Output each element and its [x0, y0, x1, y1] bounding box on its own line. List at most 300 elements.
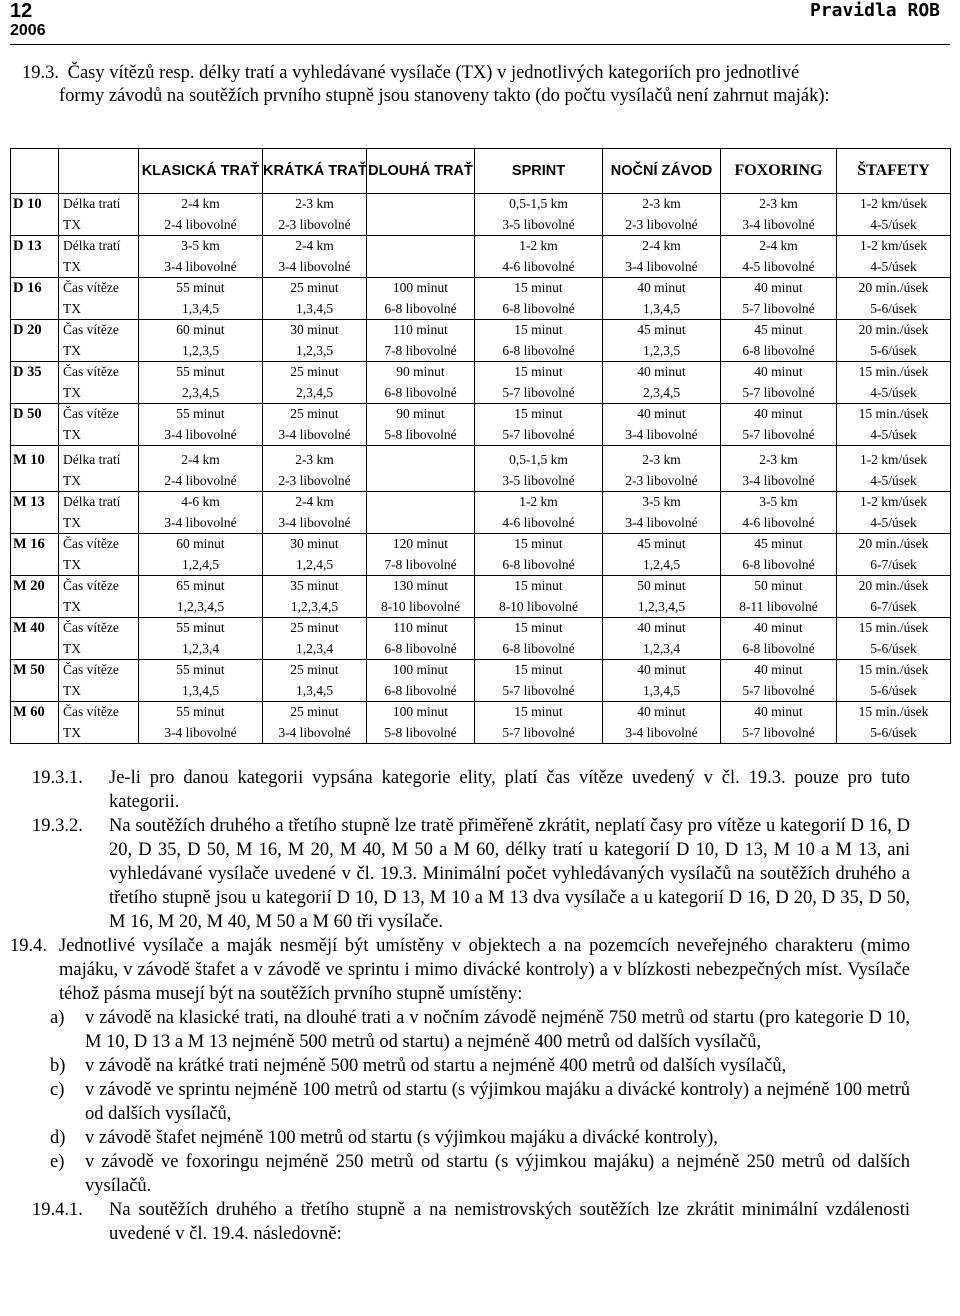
value-cell: 55 minut: [139, 618, 263, 639]
value-cell: 1,3,4,5: [139, 681, 263, 702]
value-cell: 2-4 km: [139, 194, 263, 215]
value-cell: 1,3,4,5: [263, 299, 367, 320]
table-row: [11, 257, 951, 278]
value-cell: 90 minut: [367, 362, 475, 383]
value-cell: 40 minut: [603, 660, 721, 681]
metric-cell: Čas vítěze: [59, 362, 139, 383]
value-cell: 6-8 libovolné: [367, 681, 475, 702]
value-cell: 3-5 km: [721, 492, 837, 513]
value-cell: 45 minut: [721, 534, 837, 555]
value-cell: 5-7 libovolné: [475, 723, 603, 744]
table-row: [11, 471, 951, 492]
value-cell: 100 minut: [367, 660, 475, 681]
section-19-4: [10, 934, 910, 1198]
value-cell: 1-2 km: [475, 236, 603, 257]
value-cell: 40 minut: [721, 702, 837, 723]
value-cell: 45 minut: [721, 320, 837, 341]
value-cell: 3-5 libovolné: [475, 471, 603, 492]
value-cell: 45 minut: [603, 320, 721, 341]
value-cell: 15 min./úsek: [837, 618, 951, 639]
category-cell: [11, 639, 59, 660]
value-cell: 1,3,4,5: [603, 299, 721, 320]
category-cell: [11, 471, 59, 492]
value-cell: 7-8 libovolné: [367, 341, 475, 362]
category-cell: D 13: [11, 236, 59, 257]
metric-cell: TX: [59, 471, 139, 492]
value-cell: 1,2,3,5: [139, 341, 263, 362]
table-row: [11, 555, 951, 576]
note-number: 19.4.1.: [32, 1200, 83, 1220]
intro-continuation: formy závodů na soutěžích prvního stupně jsou stanoveny takto (do počtu vysílačů není zahrnut maják):: [59, 86, 830, 106]
table-row: [11, 299, 951, 320]
value-cell: 40 minut: [721, 362, 837, 383]
value-cell: 3-4 libovolné: [721, 215, 837, 236]
table-row: [11, 236, 951, 257]
table-row: [11, 215, 951, 236]
value-cell: 5-6/úsek: [870, 300, 917, 316]
value-cell: 1,2,3,5: [263, 341, 367, 362]
value-cell: 1,2,3,4,5: [263, 597, 367, 618]
category-cell: D 50: [11, 404, 59, 425]
value-cell: 40 minut: [603, 618, 721, 639]
value-cell: 3-5 libovolné: [475, 215, 603, 236]
metric-cell: Čas vítěze: [59, 278, 139, 299]
value-cell: 20 min./úsek: [837, 576, 951, 597]
category-cell: D 16: [11, 278, 59, 299]
metric-cell: TX: [59, 425, 139, 446]
value-cell: 110 minut: [367, 618, 475, 639]
value-cell: 1,2,3,5: [603, 341, 721, 362]
value-cell: 6-8 libovolné: [721, 639, 837, 660]
category-cell: [11, 425, 59, 446]
value-cell: 25 minut: [263, 660, 367, 681]
value-cell: [367, 257, 475, 278]
value-cell: 6-8 libovolné: [475, 341, 603, 362]
intro-first-line: Časy vítězů resp. délky tratí a vyhledávané vysílače (TX) v jednotlivých kategoriích pro jednotlivé: [67, 63, 800, 83]
value-cell: 40 minut: [603, 702, 721, 723]
value-cell: 2-3 km: [603, 450, 721, 471]
value-cell: 6-8 libovolné: [475, 555, 603, 576]
value-cell: 15 minut: [475, 362, 603, 383]
value-cell: 55 minut: [139, 702, 263, 723]
value-cell: 2-4 km: [263, 236, 367, 257]
metric-cell: TX: [59, 383, 139, 404]
value-cell: 15 minut: [475, 702, 603, 723]
value-cell: 4-5 libovolné: [721, 257, 837, 278]
value-cell: 1-2 km/úsek: [837, 236, 951, 257]
metric-cell: TX: [59, 723, 139, 744]
value-cell: 2,3,4,5: [139, 383, 263, 404]
table-row: [11, 194, 951, 215]
metric-cell: Délka tratí: [59, 492, 139, 513]
note-text: Na soutěžích druhého a třetího stupně lze tratě přiměřeně zkrátit, neplatí časy pro vítěze u kategorií D 16, D 20, D 35, D 50, M 16, M 20, M 40, M 50 a M 60, délky tratí u kategorií D 10, D 13, M 10 a M 13, ani vyhledávané vysílače uvedené v čl. 19.3. Minimální počet vyhledávaných vysílačů na soutěžích druhého a třetího stupně jsou u kategorií D 10, D 13, M 10 a M 13 dva vysílače a u kategorií D 16, D 20, D 35, D 50, M 16, M 20, M 40, M 50 a M 60 tři vysílače.: [109, 816, 910, 932]
table-body: [11, 194, 951, 744]
value-cell: 1,2,3,4,5: [139, 597, 263, 618]
value-cell: 3-5 km: [139, 236, 263, 257]
value-cell: 130 minut: [367, 576, 475, 597]
value-cell: 25 minut: [263, 618, 367, 639]
value-cell: 50 minut: [603, 576, 721, 597]
value-cell: 40 minut: [603, 278, 721, 299]
metric-cell: Délka tratí: [59, 236, 139, 257]
value-cell: 3-4 libovolné: [603, 723, 721, 744]
item-label: e): [50, 1152, 65, 1172]
category-cell: M 20: [11, 576, 59, 597]
metric-cell: TX: [59, 555, 139, 576]
value-cell: 30 minut: [263, 320, 367, 341]
category-cell: M 10: [11, 450, 59, 471]
metric-cell: TX: [59, 513, 139, 534]
metric-cell: Čas vítěze: [59, 702, 139, 723]
value-cell: 65 minut: [139, 576, 263, 597]
table-row: [11, 278, 951, 299]
header-cell: ŠTAFETY: [837, 149, 951, 194]
value-cell: 40 minut: [721, 618, 837, 639]
table-header-row: [11, 149, 951, 194]
value-cell: 3-4 libovolné: [603, 425, 721, 446]
value-cell: 5-7 libovolné: [721, 681, 837, 702]
value-cell: 1-2 km/úsek: [837, 492, 951, 513]
value-cell: 3-4 libovolné: [721, 471, 837, 492]
value-cell: 15 minut: [475, 404, 603, 425]
value-cell: 25 minut: [263, 278, 367, 299]
metric-cell: Čas vítěze: [59, 618, 139, 639]
note-text: Na soutěžích druhého a třetího stupně a na nemistrovských soutěžích lze zkrátit minimální vzdálenosti uvedené v čl. 19.4. následovně:: [109, 1200, 910, 1244]
value-cell: 2-4 libovolné: [139, 471, 263, 492]
value-cell: 3-4 libovolné: [263, 257, 367, 278]
metric-cell: Čas vítěze: [59, 660, 139, 681]
item-text: v závodě ve sprintu nejméně 100 metrů od startu (s výjimkou majáku a divácké kontroly) a nejméně 100 metrů od dalších vysílačů,: [85, 1080, 910, 1124]
value-cell: 2-3 libovolné: [603, 215, 721, 236]
table-row: [11, 597, 951, 618]
value-cell: 20 min./úsek: [837, 534, 951, 555]
item-label: b): [50, 1056, 66, 1076]
table-row: [11, 404, 951, 425]
value-cell: 4-5/úsek: [870, 514, 917, 530]
metric-cell: TX: [59, 681, 139, 702]
value-cell: 8-10 libovolné: [367, 597, 475, 618]
item-text: v závodě na klasické trati, na dlouhé trati a v nočním závodě nejméně 750 metrů od startu (pro kategorie D 10, M 10, D 13 a M 13 nejméně 500 metrů od startu) a nejméně 400 metrů od dalších vysílačů,: [85, 1008, 910, 1052]
value-cell: 2-3 km: [603, 194, 721, 215]
category-cell: M 16: [11, 534, 59, 555]
value-cell: 5-6/úsek: [870, 640, 917, 656]
value-cell: 3-4 libovolné: [139, 257, 263, 278]
value-cell: 50 minut: [721, 576, 837, 597]
value-cell: 1,2,3,4: [603, 639, 721, 660]
value-cell: 5-7 libovolné: [475, 425, 603, 446]
value-cell: 110 minut: [367, 320, 475, 341]
value-cell: 2-3 km: [721, 450, 837, 471]
value-cell: 5-7 libovolné: [721, 299, 837, 320]
metric-cell: TX: [59, 341, 139, 362]
metric-cell: Délka tratí: [59, 450, 139, 471]
header-cell: [59, 149, 139, 194]
value-cell: 1,3,4,5: [263, 681, 367, 702]
table-row: [11, 425, 951, 446]
value-cell: 55 minut: [139, 362, 263, 383]
value-cell: 3-4 libovolné: [603, 257, 721, 278]
value-cell: 5-8 libovolné: [367, 425, 475, 446]
item-label: a): [50, 1008, 65, 1028]
value-cell: 6-7/úsek: [870, 556, 917, 572]
value-cell: 8-10 libovolné: [475, 597, 603, 618]
value-cell: 5-7 libovolné: [475, 383, 603, 404]
metric-cell: TX: [59, 597, 139, 618]
note-19-3-2: [32, 814, 910, 934]
value-cell: 5-7 libovolné: [475, 681, 603, 702]
value-cell: 1,2,4,5: [139, 555, 263, 576]
value-cell: 25 minut: [263, 404, 367, 425]
value-cell: 40 minut: [721, 278, 837, 299]
table-row: [11, 702, 951, 723]
category-cell: [11, 555, 59, 576]
note-19-4-1: [32, 1198, 910, 1246]
value-cell: 2-3 libovolné: [263, 215, 367, 236]
value-cell: 6-8 libovolné: [367, 639, 475, 660]
value-cell: 90 minut: [367, 404, 475, 425]
categories-table: [10, 148, 951, 744]
table-row: [11, 639, 951, 660]
list-item: [50, 1078, 910, 1126]
note-number: 19.3.1.: [32, 768, 83, 788]
list-item: [50, 1054, 910, 1078]
value-cell: 20 min./úsek: [837, 320, 951, 341]
value-cell: 1,3,4,5: [139, 299, 263, 320]
value-cell: 2,3,4,5: [603, 383, 721, 404]
value-cell: 4-6 libovolné: [475, 513, 603, 534]
table-row: [11, 383, 951, 404]
value-cell: 25 minut: [263, 702, 367, 723]
value-cell: 5-6/úsek: [870, 682, 917, 698]
value-cell: 4-5/úsek: [870, 384, 917, 400]
table-row: [11, 576, 951, 597]
category-cell: M 13: [11, 492, 59, 513]
metric-cell: TX: [59, 299, 139, 320]
value-cell: 2-3 libovolné: [263, 471, 367, 492]
value-cell: 6-8 libovolné: [721, 555, 837, 576]
value-cell: 60 minut: [139, 534, 263, 555]
value-cell: 15 minut: [475, 320, 603, 341]
value-cell: 6-8 libovolné: [367, 383, 475, 404]
list-item: [50, 1150, 910, 1198]
table-row: [11, 450, 951, 471]
table-row: [11, 492, 951, 513]
category-cell: [11, 383, 59, 404]
table-row: [11, 320, 951, 341]
category-cell: [11, 513, 59, 534]
value-cell: 5-6/úsek: [870, 724, 917, 740]
page-number: 12: [10, 0, 33, 22]
value-cell: 1,2,3,4: [263, 639, 367, 660]
value-cell: 25 minut: [263, 362, 367, 383]
value-cell: 6-8 libovolné: [367, 299, 475, 320]
value-cell: 5-6/úsek: [870, 342, 917, 358]
category-cell: [11, 257, 59, 278]
value-cell: 2-4 km: [263, 492, 367, 513]
value-cell: 40 minut: [603, 362, 721, 383]
table-row: [11, 534, 951, 555]
value-cell: 2-3 libovolné: [603, 471, 721, 492]
value-cell: 3-4 libovolné: [603, 513, 721, 534]
category-cell: [11, 597, 59, 618]
item-text: v závodě ve foxoringu nejméně 250 metrů od startu (s výjimkou majáku) a nejméně 250 metrů od dalších vysílačů.: [85, 1152, 910, 1196]
value-cell: 15 min./úsek: [837, 660, 951, 681]
value-cell: 2-3 km: [263, 450, 367, 471]
table-row: [11, 723, 951, 744]
value-cell: 40 minut: [721, 660, 837, 681]
note-19-3-1: [32, 766, 910, 814]
category-cell: D 35: [11, 362, 59, 383]
metric-cell: TX: [59, 639, 139, 660]
value-cell: 15 min./úsek: [837, 362, 951, 383]
value-cell: 4-6 libovolné: [721, 513, 837, 534]
value-cell: 55 minut: [139, 278, 263, 299]
value-cell: 55 minut: [139, 660, 263, 681]
note-text: Je-li pro danou kategorii vypsána kategorie elity, platí čas vítěze uvedený v čl. 19.3. pouze pro tuto kategorii.: [109, 768, 910, 812]
value-cell: 45 minut: [603, 534, 721, 555]
value-cell: [367, 450, 475, 471]
value-cell: [367, 471, 475, 492]
value-cell: 0,5-1,5 km: [475, 194, 603, 215]
value-cell: [367, 215, 475, 236]
value-cell: 100 minut: [367, 702, 475, 723]
value-cell: 1-2 km: [475, 492, 603, 513]
value-cell: 3-5 km: [603, 492, 721, 513]
header-cell: NOČNÍ ZÁVOD: [603, 149, 721, 194]
value-cell: 6-8 libovolné: [475, 639, 603, 660]
table-row: [11, 513, 951, 534]
value-cell: 20 min./úsek: [837, 278, 951, 299]
value-cell: 5-7 libovolné: [721, 723, 837, 744]
value-cell: 2-4 km: [139, 450, 263, 471]
value-cell: 3-4 libovolné: [263, 425, 367, 446]
category-cell: D 10: [11, 194, 59, 215]
value-cell: 60 minut: [139, 320, 263, 341]
value-cell: 6-8 libovolné: [475, 299, 603, 320]
header-cell: KLASICKÁ TRAŤ: [139, 149, 263, 194]
value-cell: 40 minut: [603, 404, 721, 425]
value-cell: 4-5/úsek: [870, 426, 917, 442]
note-number: 19.3.2.: [32, 816, 83, 836]
value-cell: 1,2,3,4,5: [603, 597, 721, 618]
value-cell: 35 minut: [263, 576, 367, 597]
value-cell: 5-7 libovolné: [721, 383, 837, 404]
category-cell: M 60: [11, 702, 59, 723]
value-cell: 40 minut: [721, 404, 837, 425]
value-cell: 1,2,3,4: [139, 639, 263, 660]
value-cell: 0,5-1,5 km: [475, 450, 603, 471]
table-row: [11, 341, 951, 362]
value-cell: 3-4 libovolné: [263, 723, 367, 744]
table-row: [11, 660, 951, 681]
value-cell: 15 min./úsek: [837, 404, 951, 425]
value-cell: 8-11 libovolné: [721, 597, 837, 618]
page-header: [10, 0, 950, 45]
header-cell: SPRINT: [475, 149, 603, 194]
value-cell: 1-2 km/úsek: [859, 452, 928, 468]
metric-cell: TX: [59, 215, 139, 236]
value-cell: 100 minut: [367, 278, 475, 299]
value-cell: 2-3 km: [263, 194, 367, 215]
item-text: v závodě štafet nejméně 100 metrů od startu (s výjimkou majáku a divácké kontroly),: [85, 1128, 718, 1148]
metric-cell: Čas vítěze: [59, 404, 139, 425]
value-cell: 3-4 libovolné: [139, 723, 263, 744]
list-item: [50, 1006, 910, 1054]
value-cell: 15 minut: [475, 278, 603, 299]
value-cell: 4-5/úsek: [870, 216, 917, 232]
value-cell: 15 minut: [475, 576, 603, 597]
metric-cell: TX: [59, 257, 139, 278]
header-cell: FOXORING: [721, 149, 837, 194]
requirements-list: [50, 1006, 910, 1198]
value-cell: [367, 513, 475, 534]
value-cell: 6-7/úsek: [870, 598, 917, 614]
value-cell: [367, 492, 475, 513]
value-cell: 7-8 libovolné: [367, 555, 475, 576]
value-cell: 1-2 km/úsek: [859, 196, 928, 212]
section-text: Jednotlivé vysílače a maják nesmějí být umístěny v objektech a na pozemcích neveřejného charakteru (mimo majáku, v závodě štafet a v závodě ve sprintu i mimo divácké kontroly) a v blízkosti nebezpečných míst. Vysílače téhož pásma musejí být na soutěžích prvního stupně umístěny:: [59, 936, 910, 1004]
table-row: [11, 362, 951, 383]
document-title: Pravidla ROB: [809, 0, 940, 21]
value-cell: [367, 194, 475, 215]
value-cell: 4-5/úsek: [870, 472, 917, 488]
category-cell: [11, 723, 59, 744]
value-cell: 2,3,4,5: [263, 383, 367, 404]
page-year: 2006: [10, 22, 46, 39]
value-cell: 3-4 libovolné: [263, 513, 367, 534]
notes-section: [10, 766, 910, 1246]
category-cell: M 40: [11, 618, 59, 639]
item-text: v závodě na krátké trati nejméně 500 metrů od startu a nejméně 400 metrů od dalších vysílačů,: [85, 1056, 787, 1076]
value-cell: 15 minut: [475, 660, 603, 681]
metric-cell: Čas vítěze: [59, 320, 139, 341]
value-cell: 15 min./úsek: [837, 702, 951, 723]
list-item: [50, 1126, 910, 1150]
table-row: [11, 618, 951, 639]
category-cell: M 50: [11, 660, 59, 681]
metric-cell: Čas vítěze: [59, 534, 139, 555]
header-cell: DLOUHÁ TRAŤ: [367, 149, 475, 194]
category-cell: [11, 299, 59, 320]
value-cell: 3-4 libovolné: [139, 425, 263, 446]
header-cell: [11, 149, 59, 194]
value-cell: 1,3,4,5: [603, 681, 721, 702]
category-cell: [11, 681, 59, 702]
header-cell: KRÁTKÁ TRAŤ: [263, 149, 367, 194]
item-label: d): [50, 1128, 66, 1148]
value-cell: 6-8 libovolné: [721, 341, 837, 362]
value-cell: 2-4 km: [721, 236, 837, 257]
value-cell: 1,2,4,5: [603, 555, 721, 576]
value-cell: 3-4 libovolné: [139, 513, 263, 534]
value-cell: 1,2,4,5: [263, 555, 367, 576]
category-cell: D 20: [11, 320, 59, 341]
value-cell: 5-8 libovolné: [367, 723, 475, 744]
value-cell: 2-3 km: [721, 194, 837, 215]
value-cell: 55 minut: [139, 404, 263, 425]
value-cell: 15 minut: [475, 618, 603, 639]
value-cell: 2-4 libovolné: [139, 215, 263, 236]
category-cell: [11, 341, 59, 362]
metric-cell: Čas vítěze: [59, 576, 139, 597]
category-cell: [11, 215, 59, 236]
value-cell: 30 minut: [263, 534, 367, 555]
value-cell: 4-6 libovolné: [475, 257, 603, 278]
value-cell: 15 minut: [475, 534, 603, 555]
item-label: c): [50, 1080, 65, 1100]
value-cell: [367, 236, 475, 257]
metric-cell: Délka tratí: [59, 194, 139, 215]
